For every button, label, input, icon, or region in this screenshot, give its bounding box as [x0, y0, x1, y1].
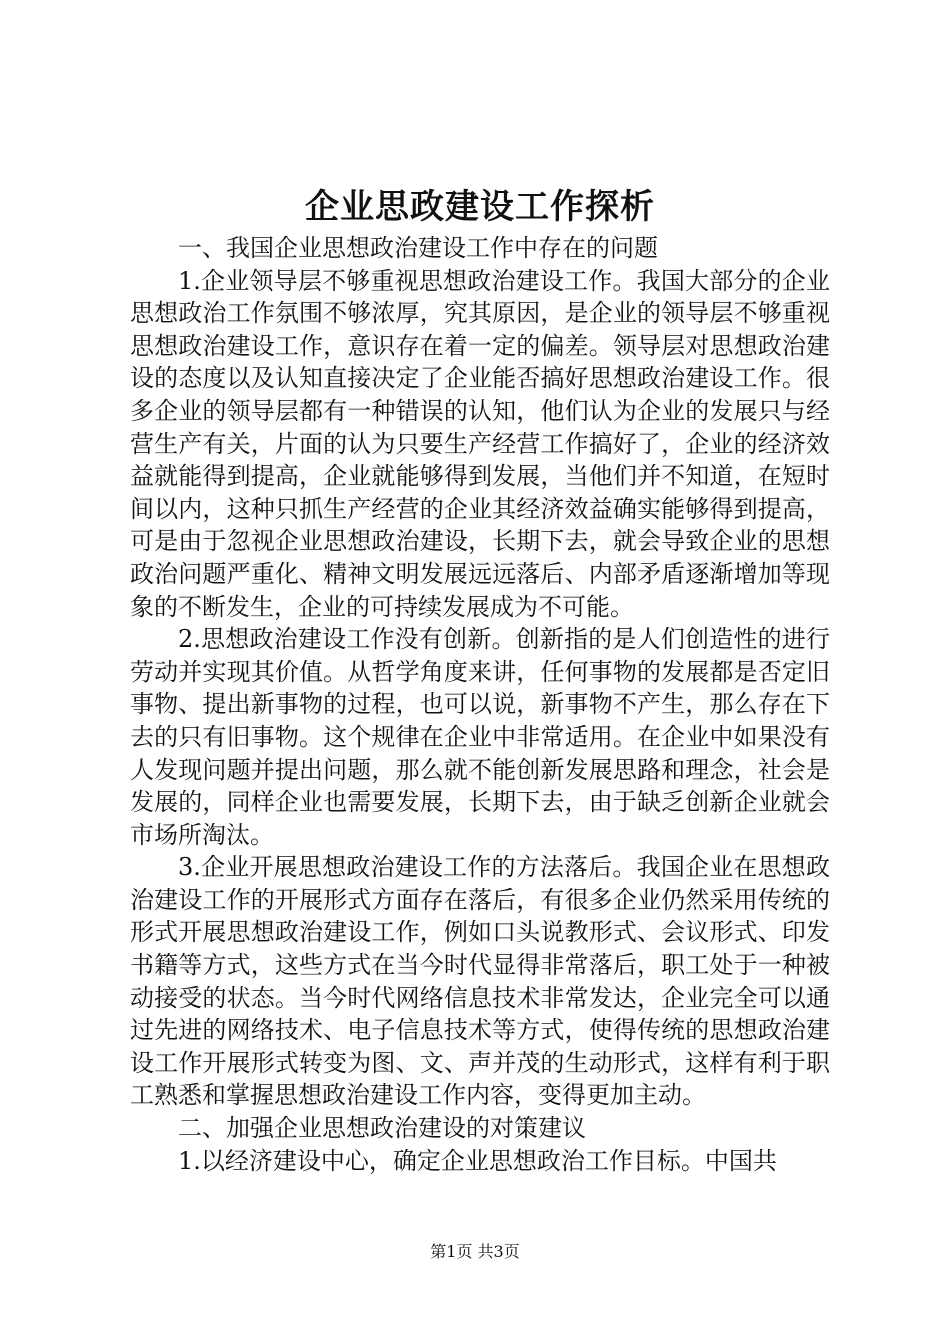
section-heading-2: 二、加强企业思想政治建设的对策建议 — [178, 1114, 586, 1143]
paragraph-1: 1.企业领导层不够重视思想政治建设工作。我国大部分的企业思想政治工作氛围不够浓厚，究其原因，是企业的领导层不够重视思想政治建设工作，意识存在着一定的偏差。领导层对思想政治建设的态度以及认知直接决定了企业能否搞好思想政治建设工作。很多企业的领导层都有一种错误的认知，他们认为企业的发展只与经营生产有关，片面的认为只要生产经营工作搞好了，企业的经济效益就能得到提高，企业就能够得到发展，当他们并不知道，在短时间以内，这种只抓生产经营的企业其经济效益确实能够得到提高，可是由于忽视企业思想政治建设，长期下去，就会导致企业的思想政治问题严重化、精神文明发展远远落后、内部矛盾逐渐增加等现象的不断发生，企业的可持续发展成为不可能。 — [130, 266, 830, 621]
document-title: 企业思政建设工作探析 — [305, 187, 655, 227]
page-footer: 第1页 共3页 — [430, 1242, 520, 1261]
paragraph-4: 1.以经济建设中心，确定企业思想政治工作目标。中国共 — [178, 1146, 777, 1175]
section-heading-1: 一、我国企业思想政治建设工作中存在的问题 — [178, 234, 658, 262]
paragraph-3: 3.企业开展思想政治建设工作的方法落后。我国企业在思想政治建设工作的开展形式方面存在落后，有很多企业仍然采用传统的形式开展思想政治建设工作，例如口头说教形式、会议形式、印发书籍等方式，这些方式在当今时代显得非常落后，职工处于一种被动接受的状态。当今时代网络信息技术非常发达，企业完全可以通过先进的网络技术、电子信息技术等方式，使得传统的思想政治建设工作开展形式转变为图、文、声并茂的生动形式，这样有利于职工熟悉和掌握思想政治建设工作内容，变得更加主动。 — [130, 853, 830, 1110]
paragraph-2: 2.思想政治建设工作没有创新。创新指的是人们创造性的进行劳动并实现其价值。从哲学角度来讲，任何事物的发展都是否定旧事物、提出新事物的过程，也可以说，新事物不产生，那么存在下去的只有旧事物。这个规律在企业中非常适用。在企业中如果没有人发现问题并提出问题，那么就不能创新发展思路和理念，社会是发展的，同样企业也需要发展，长期下去，由于缺乏创新企业就会市场所淘汰。 — [130, 625, 830, 849]
document-body — [130, 232, 830, 1177]
